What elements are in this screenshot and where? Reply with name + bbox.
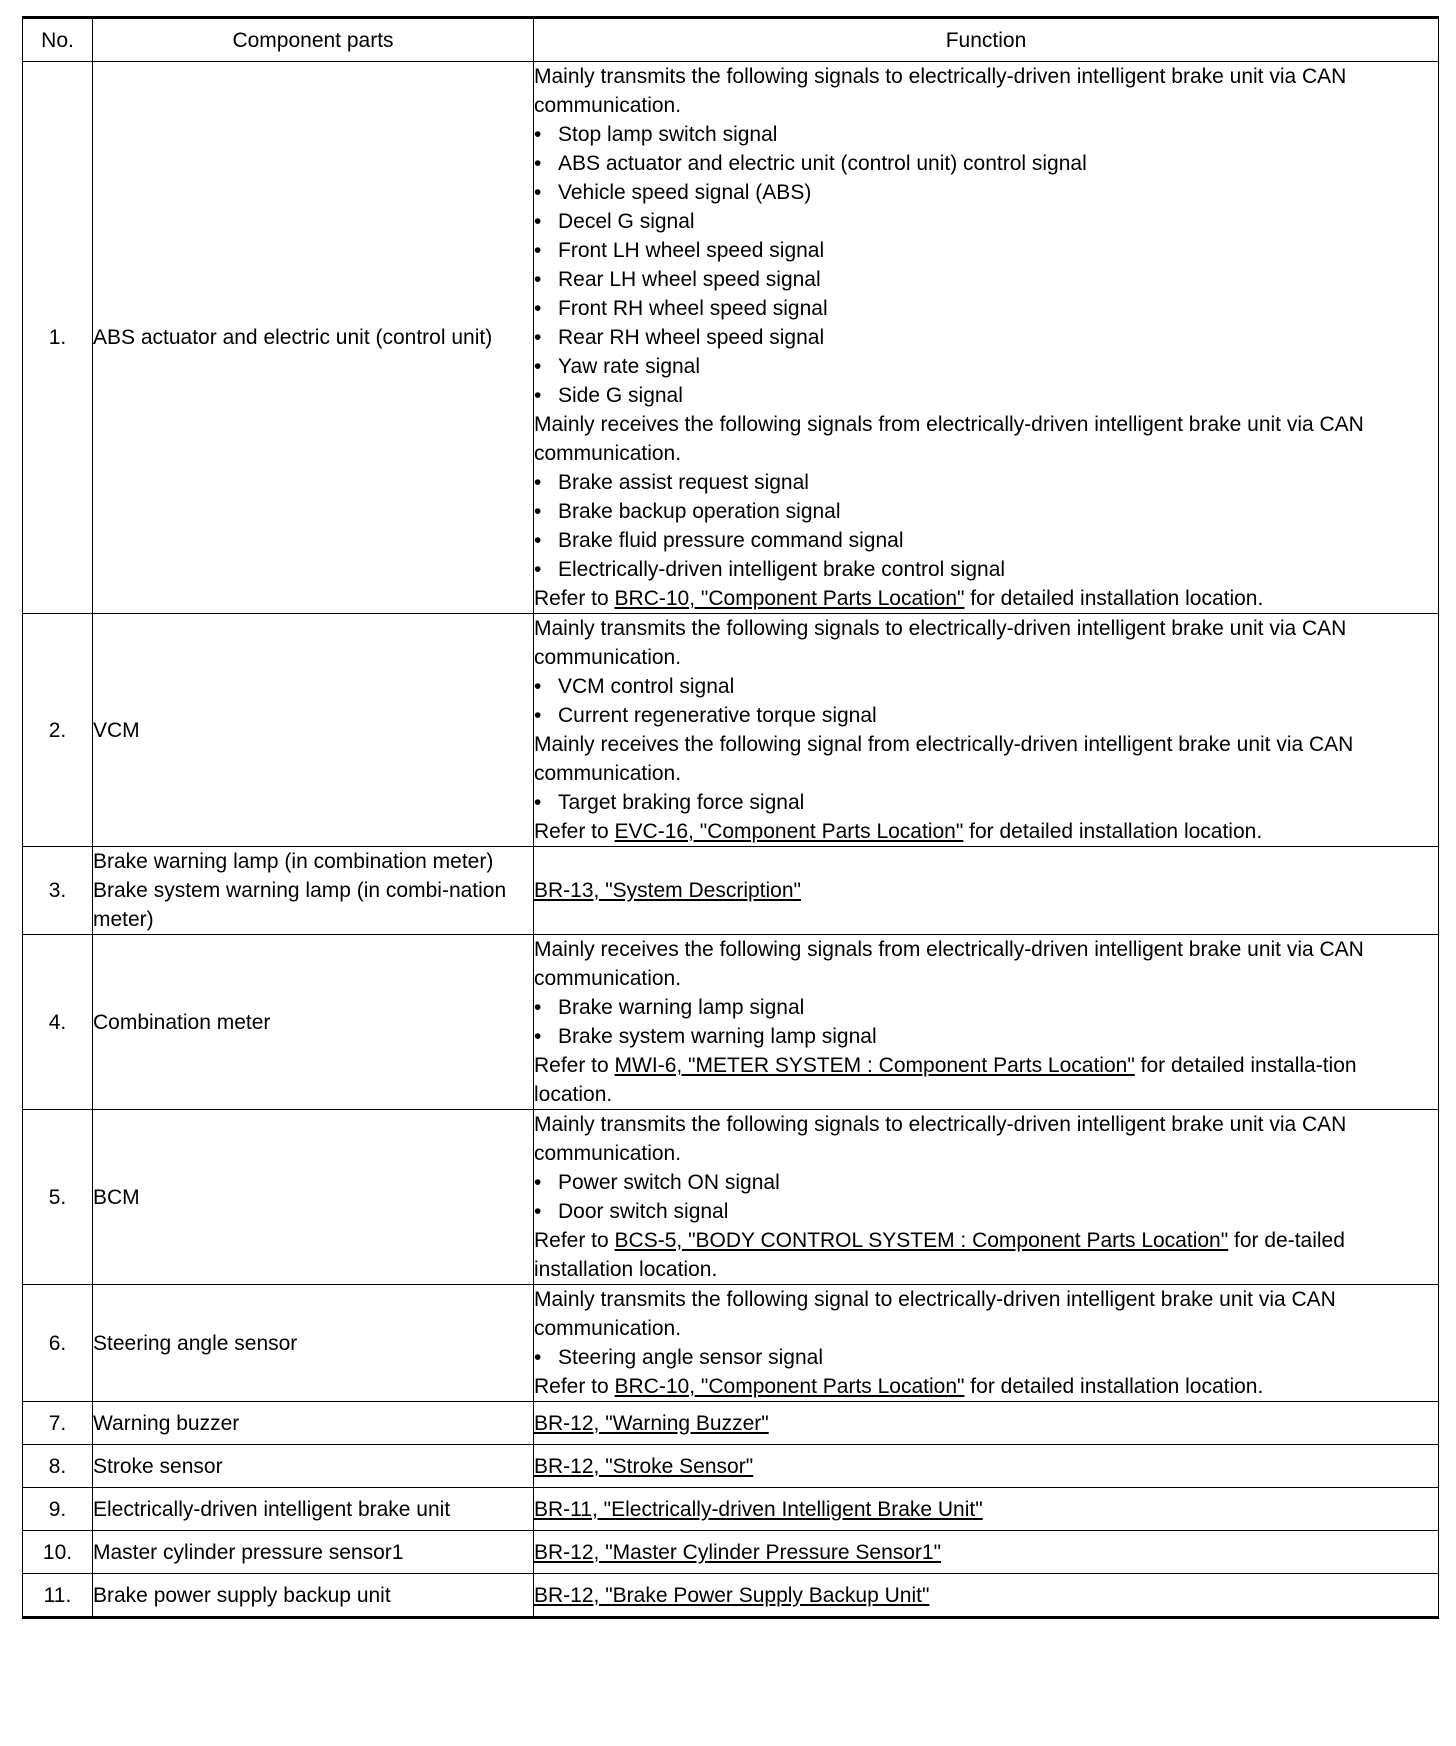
reference-line <box>534 876 1438 905</box>
bullet-icon: • <box>534 239 542 262</box>
signal-name: Front LH wheel speed signal <box>558 239 825 262</box>
signal-list-item <box>534 381 1438 410</box>
signal-name: Yaw rate signal <box>558 355 701 378</box>
table-row <box>23 1110 1439 1285</box>
bullet-icon: • <box>534 996 542 1019</box>
row-number: 7. <box>23 1402 93 1445</box>
reference-line <box>534 1538 1438 1567</box>
bullet-icon: • <box>534 500 542 523</box>
bullet-icon: • <box>534 529 542 552</box>
signal-name: Door switch signal <box>558 1200 729 1223</box>
function-text: Mainly receives the following signal from electrically-driven intelligent brake unit via CAN communication. <box>534 733 1354 785</box>
component-part-name: VCM <box>93 614 534 847</box>
row-number: 11. <box>23 1574 93 1618</box>
bullet-icon: • <box>534 355 542 378</box>
component-part-name <box>93 847 534 935</box>
bullet-icon: • <box>534 558 542 581</box>
signal-list-item <box>534 1197 1438 1226</box>
table-row <box>23 1445 1439 1488</box>
bullet-icon: • <box>534 297 542 320</box>
signal-name: VCM control signal <box>558 675 735 698</box>
signal-list-item <box>534 1022 1438 1051</box>
signal-list-item <box>534 236 1438 265</box>
reference-link[interactable]: BR-12, "Brake Power Supply Backup Unit" <box>534 1583 930 1607</box>
signal-name: Target braking force signal <box>558 791 805 814</box>
reference-suffix: for detailed installa-tion location. <box>534 1054 1357 1106</box>
signal-name: Steering angle sensor signal <box>558 1346 824 1369</box>
table-row <box>23 1285 1439 1402</box>
signal-name: Side G signal <box>558 384 683 407</box>
signal-list-item <box>534 788 1438 817</box>
reference-suffix: for de-tailed installation location. <box>534 1229 1345 1281</box>
header-no: No. <box>23 18 93 62</box>
signal-name: Decel G signal <box>558 210 695 233</box>
function-text: Mainly receives the following signals from electrically-driven intelligent brake unit via CAN communication. <box>534 938 1364 990</box>
table-row <box>23 935 1439 1110</box>
reference-line <box>534 1581 1438 1610</box>
reference-line <box>534 584 1438 613</box>
signal-name: Brake system warning lamp signal <box>558 1025 877 1048</box>
component-part-line: Brake warning lamp (in combination meter) <box>93 850 494 873</box>
reference-link[interactable]: BR-13, "System Description" <box>534 879 801 902</box>
reference-link[interactable]: BR-12, "Warning Buzzer" <box>534 1411 769 1435</box>
reference-link[interactable]: BR-11, "Electrically-driven Intelligent Brake Unit" <box>534 1497 983 1521</box>
row-number: 2. <box>23 614 93 847</box>
signal-name: Power switch ON signal <box>558 1171 780 1194</box>
reference-prefix: Refer to <box>534 587 615 610</box>
signal-name: Rear RH wheel speed signal <box>558 326 825 349</box>
reference-prefix: Refer to <box>534 1375 615 1398</box>
row-number: 6. <box>23 1285 93 1402</box>
component-part-name: BCM <box>93 1110 534 1285</box>
reference-prefix: Refer to <box>534 1229 615 1252</box>
bullet-icon: • <box>534 210 542 233</box>
signal-list-item <box>534 294 1438 323</box>
component-part-name: Electrically-driven intelligent brake unit <box>93 1488 534 1531</box>
signal-name: ABS actuator and electric unit (control unit) control signal <box>558 152 1087 175</box>
signal-name: Electrically-driven intelligent brake control signal <box>558 558 1006 581</box>
reference-line <box>534 817 1438 846</box>
reference-link[interactable]: BR-12, "Stroke Sensor" <box>534 1454 754 1478</box>
signal-list-item <box>534 1168 1438 1197</box>
component-part-line: Brake system warning lamp (in combi-nation meter) <box>93 879 507 931</box>
signal-list-item <box>534 701 1438 730</box>
reference-suffix: for detailed installation location. <box>964 1375 1264 1398</box>
bullet-icon: • <box>534 704 542 727</box>
bullet-icon: • <box>534 675 542 698</box>
table-row <box>23 1574 1439 1618</box>
row-number: 4. <box>23 935 93 1110</box>
reference-suffix: for detailed installation location. <box>963 820 1263 843</box>
bullet-icon: • <box>534 471 542 494</box>
signal-list-item <box>534 265 1438 294</box>
row-number: 1. <box>23 62 93 614</box>
signal-name: Brake assist request signal <box>558 471 809 494</box>
signal-list-item <box>534 497 1438 526</box>
function-text: Mainly transmits the following signal to electrically-driven intelligent brake unit via CAN communication. <box>534 1288 1336 1340</box>
table-row <box>23 1488 1439 1531</box>
bullet-icon: • <box>534 384 542 407</box>
reference-link[interactable]: BR-12, "Master Cylinder Pressure Sensor1" <box>534 1540 942 1564</box>
signal-list-item <box>534 468 1438 497</box>
signal-list-item <box>534 149 1438 178</box>
signal-name: Current regenerative torque signal <box>558 704 877 727</box>
signal-list-item <box>534 120 1438 149</box>
bullet-icon: • <box>534 181 542 204</box>
function-description <box>534 1110 1439 1285</box>
signal-name: Brake fluid pressure command signal <box>558 529 904 552</box>
signal-list-item <box>534 323 1438 352</box>
reference-line <box>534 1051 1438 1109</box>
function-description <box>534 847 1439 935</box>
table-row <box>23 1531 1439 1574</box>
reference-link[interactable]: MWI-6, "METER SYSTEM : Component Parts Location" <box>614 1054 1135 1077</box>
table-row <box>23 1402 1439 1445</box>
reference-line <box>534 1226 1438 1284</box>
function-description <box>534 1488 1439 1531</box>
component-part-name: Master cylinder pressure sensor1 <box>93 1531 534 1574</box>
function-text: Mainly transmits the following signals to electrically-driven intelligent brake unit via CAN communication. <box>534 65 1347 117</box>
component-part-name: Warning buzzer <box>93 1402 534 1445</box>
row-number: 5. <box>23 1110 93 1285</box>
signal-list-item <box>534 526 1438 555</box>
bullet-icon: • <box>534 152 542 175</box>
signal-list-item <box>534 207 1438 236</box>
signal-list-item <box>534 555 1438 584</box>
bullet-icon: • <box>534 326 542 349</box>
reference-prefix: Refer to <box>534 1054 615 1077</box>
table-row <box>23 614 1439 847</box>
row-number: 8. <box>23 1445 93 1488</box>
reference-link[interactable]: BRC-10, "Component Parts Location" <box>614 587 965 610</box>
function-description <box>534 1574 1439 1618</box>
reference-line <box>534 1372 1438 1401</box>
bullet-icon: • <box>534 1171 542 1194</box>
signal-name: Brake backup operation signal <box>558 500 841 523</box>
signal-list-item <box>534 1343 1438 1372</box>
header-component-parts: Component parts <box>93 18 534 62</box>
function-description <box>534 935 1439 1110</box>
component-parts-table <box>22 16 1439 1619</box>
function-description <box>534 1402 1439 1445</box>
bullet-icon: • <box>534 268 542 291</box>
bullet-icon: • <box>534 1025 542 1048</box>
function-text: Mainly transmits the following signals to electrically-driven intelligent brake unit via CAN communication. <box>534 1113 1347 1165</box>
function-description <box>534 62 1439 614</box>
bullet-icon: • <box>534 791 542 814</box>
signal-name: Brake warning lamp signal <box>558 996 805 1019</box>
signal-name: Rear LH wheel speed signal <box>558 268 821 291</box>
row-number: 9. <box>23 1488 93 1531</box>
component-part-name: Brake power supply backup unit <box>93 1574 534 1618</box>
reference-link[interactable]: EVC-16, "Component Parts Location" <box>614 820 964 843</box>
bullet-icon: • <box>534 1346 542 1369</box>
reference-line <box>534 1495 1438 1524</box>
function-description <box>534 1445 1439 1488</box>
function-text: Mainly receives the following signals from electrically-driven intelligent brake unit via CAN communication. <box>534 413 1364 465</box>
reference-line <box>534 1452 1438 1481</box>
row-number: 3. <box>23 847 93 935</box>
signal-list-item <box>534 672 1438 701</box>
signal-list-item <box>534 352 1438 381</box>
component-part-name: Steering angle sensor <box>93 1285 534 1402</box>
reference-suffix: for detailed installation location. <box>964 587 1264 610</box>
component-part-name: Combination meter <box>93 935 534 1110</box>
bullet-icon: • <box>534 1200 542 1223</box>
signal-list-item <box>534 993 1438 1022</box>
component-part-name: ABS actuator and electric unit (control unit) <box>93 62 534 614</box>
reference-prefix: Refer to <box>534 820 615 843</box>
function-description <box>534 1285 1439 1402</box>
signal-name: Vehicle speed signal (ABS) <box>558 181 812 204</box>
reference-line <box>534 1409 1438 1438</box>
table-header-row <box>23 18 1439 62</box>
bullet-icon: • <box>534 123 542 146</box>
function-description <box>534 1531 1439 1574</box>
reference-link[interactable]: BRC-10, "Component Parts Location" <box>614 1375 965 1398</box>
row-number: 10. <box>23 1531 93 1574</box>
function-text: Mainly transmits the following signals to electrically-driven intelligent brake unit via CAN communication. <box>534 617 1347 669</box>
signal-name: Stop lamp switch signal <box>558 123 778 146</box>
function-description <box>534 614 1439 847</box>
component-part-name: Stroke sensor <box>93 1445 534 1488</box>
table-row <box>23 847 1439 935</box>
signal-list-item <box>534 178 1438 207</box>
header-function: Function <box>534 18 1439 62</box>
reference-link[interactable]: BCS-5, "BODY CONTROL SYSTEM : Component Parts Location" <box>614 1229 1229 1252</box>
table-row <box>23 62 1439 614</box>
signal-name: Front RH wheel speed signal <box>558 297 828 320</box>
